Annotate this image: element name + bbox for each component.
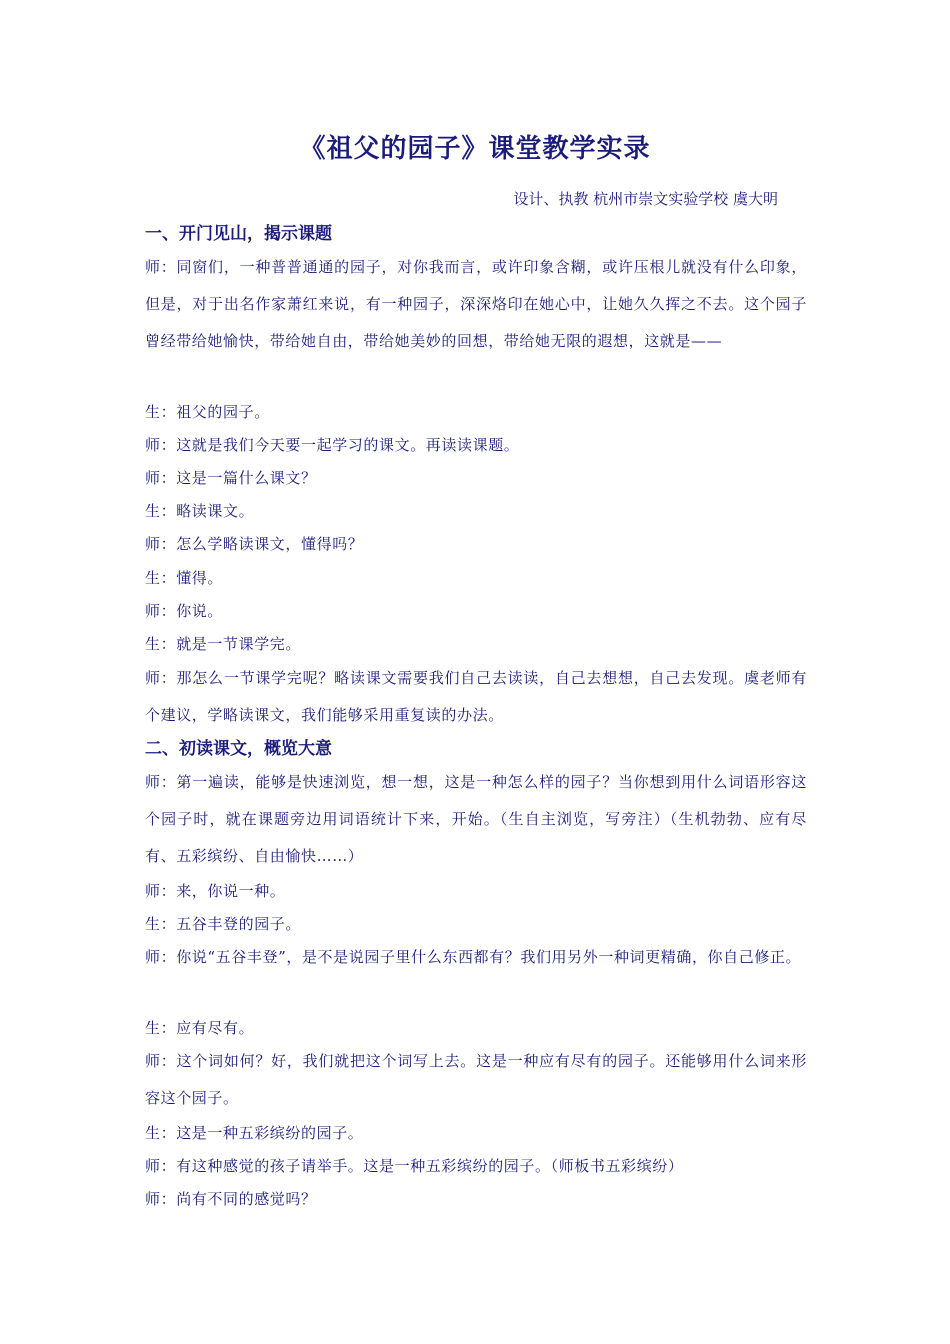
section-heading-2: 二、初读课文，概览大意 bbox=[145, 739, 332, 759]
paragraph: 师：尚有不同的感觉吗？ bbox=[145, 1190, 317, 1208]
paragraph: 生：略读课文。 bbox=[145, 502, 255, 520]
paragraph: 师：这个词如何？好，我们就把这个词写上去。这是一种应有尽有的园子。还能够用什么词来形容这个园子。 bbox=[145, 1052, 807, 1107]
paragraph: 师：第一遍读，能够是快速浏览，想一想，这是一种怎么样的园子？当你想到用什么词语形容这个园子时，就在课题旁边用词语统计下来，开始。（生自主浏览，写旁注）（生机勃勃、应有尽有、五彩缤纷、自由愉快……） bbox=[145, 773, 807, 865]
paragraph: 生：懂得。 bbox=[145, 569, 224, 587]
paragraph: 师：来，你说一种。 bbox=[145, 882, 286, 900]
paragraph: 师：同窗们，一种普普通通的园子，对你我而言，或许印象含糊，或许压根儿就没有什么印象，但是，对于出名作家萧红来说，有一种园子，深深烙印在她心中，让她久久挥之不去。这个园子曾经带给她愉快，带给她自由，带给她美妙的回想，带给她无限的遐想，这就是—— bbox=[145, 258, 807, 350]
section-heading-1: 一、开门见山，揭示课题 bbox=[145, 224, 332, 244]
paragraph: 师：你说“五谷丰登”，是不是说园子里什么东西都有？我们用另外一种词更精确，你自己修正。 bbox=[145, 948, 802, 966]
paragraph: 生：就是一节课学完。 bbox=[145, 635, 302, 653]
paragraph: 师：你说。 bbox=[145, 602, 224, 620]
paragraph: 师：这是一篇什么课文？ bbox=[145, 469, 317, 487]
paragraph: 师：怎么学略读课文，懂得吗？ bbox=[145, 535, 364, 553]
paragraph: 生：这是一种五彩缤纷的园子。 bbox=[145, 1124, 364, 1142]
paragraph: 师：这就是我们今天要一起学习的课文。再读读课题。 bbox=[145, 436, 520, 454]
paragraph: 生：应有尽有。 bbox=[145, 1019, 255, 1037]
paragraph: 生：祖父的园子。 bbox=[145, 403, 270, 421]
paragraph: 师：有这种感觉的孩子请举手。这是一种五彩缤纷的园子。（师板书五彩缤纷） bbox=[145, 1157, 684, 1175]
document-title: 《祖父的园子》课堂教学实录 bbox=[299, 134, 651, 164]
paragraph: 师：那怎么一节课学完呢？略读课文需要我们自己去读读，自己去想想，自己去发现。虞老师有个建议，学略读课文，我们能够采用重复读的办法。 bbox=[145, 669, 807, 724]
author-byline: 设计、执教 杭州市崇文实验学校 虞大明 bbox=[513, 190, 778, 208]
paragraph: 生：五谷丰登的园子。 bbox=[145, 915, 302, 933]
